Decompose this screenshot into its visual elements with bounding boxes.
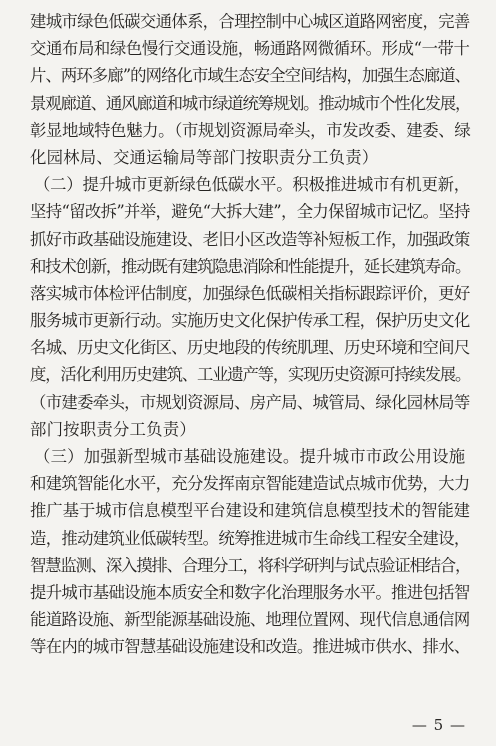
text-line: 和建筑智能化水平，充分发挥南京智能建造试点城市优势，大力 — [30, 474, 470, 494]
text-line: 景观廊道、通风廊道和城市绿道统筹规划。推动城市个性化发展， — [30, 93, 471, 113]
text-line: 抓好市政基础设施建设、老旧小区改造等补短板工作，加强政策 — [30, 229, 470, 249]
text-line: 智慧监测、深入摸排、合理分工，将科学研判与试点验证相结合， — [30, 555, 471, 575]
section-heading-line: （二）提升城市更新绿色低碳水平。积极推进城市有机更新， — [34, 175, 470, 195]
text-line: 能道路设施、新型能源基础设施、地理位置网、现代信息通信网 — [30, 610, 470, 630]
text-line: 化园林局、交通运输局等部门按职责分工负责） — [30, 147, 379, 167]
text-line: 提升城市基础设施本质安全和数字化治理服务水平。推进包括智 — [30, 582, 470, 602]
text-line: 造，推动建筑业低碳转型。统筹推进城市生命线工程安全建设， — [30, 528, 470, 548]
text-line: 度，活化利用历史建筑、工业遗产等，实现历史资源可持续发展。 — [30, 365, 471, 385]
text-line: 片、两环多廊”的网络化市域生态安全空间结构，加强生态廊道、 — [30, 66, 471, 86]
text-line: 坚持“留改拆”并举，避免“大拆大建”，全力保留城市记忆。坚持 — [30, 202, 470, 222]
page-number: — 5 — — [411, 716, 466, 734]
text-line: 推广基于城市信息模型平台建设和建筑信息模型技术的智能建 — [30, 501, 470, 521]
text-line: 落实城市体检评估制度，加强绿色低碳相关指标跟踪评价，更好 — [30, 283, 470, 303]
text-line: 服务城市更新行动。实施历史文化保护传承工程，保护历史文化 — [30, 311, 470, 331]
body-text — [30, 8, 470, 661]
text-line: 名城、历史文化街区、历史地段的传统肌理、历史环境和空间尺 — [30, 338, 470, 358]
text-line: 彰显地域特色魅力。（市规划资源局牵头，市发改委、建委、绿 — [30, 120, 471, 140]
text-line: 和技术创新，推动既有建筑隐患消除和性能提升，延长建筑寿命。 — [30, 256, 471, 276]
text-line: 部门按职责分工负责） — [30, 419, 196, 439]
text-line: （市建委牵头，市规划资源局、房产局、城管局、绿化园林局等 — [30, 392, 470, 412]
text-line: 等在内的城市智慧基础设施建设和改造。推进城市供水、排水、 — [30, 637, 470, 657]
text-line: 交通布局和绿色慢行交通设施，畅通路网微循环。形成“一带十 — [30, 39, 470, 59]
section-heading-line: （三）加强新型城市基础设施建设。提升城市市政公用设施 — [34, 447, 466, 466]
text-line: 建城市绿色低碳交通体系，合理控制中心城区道路网密度，完善 — [30, 12, 470, 31]
